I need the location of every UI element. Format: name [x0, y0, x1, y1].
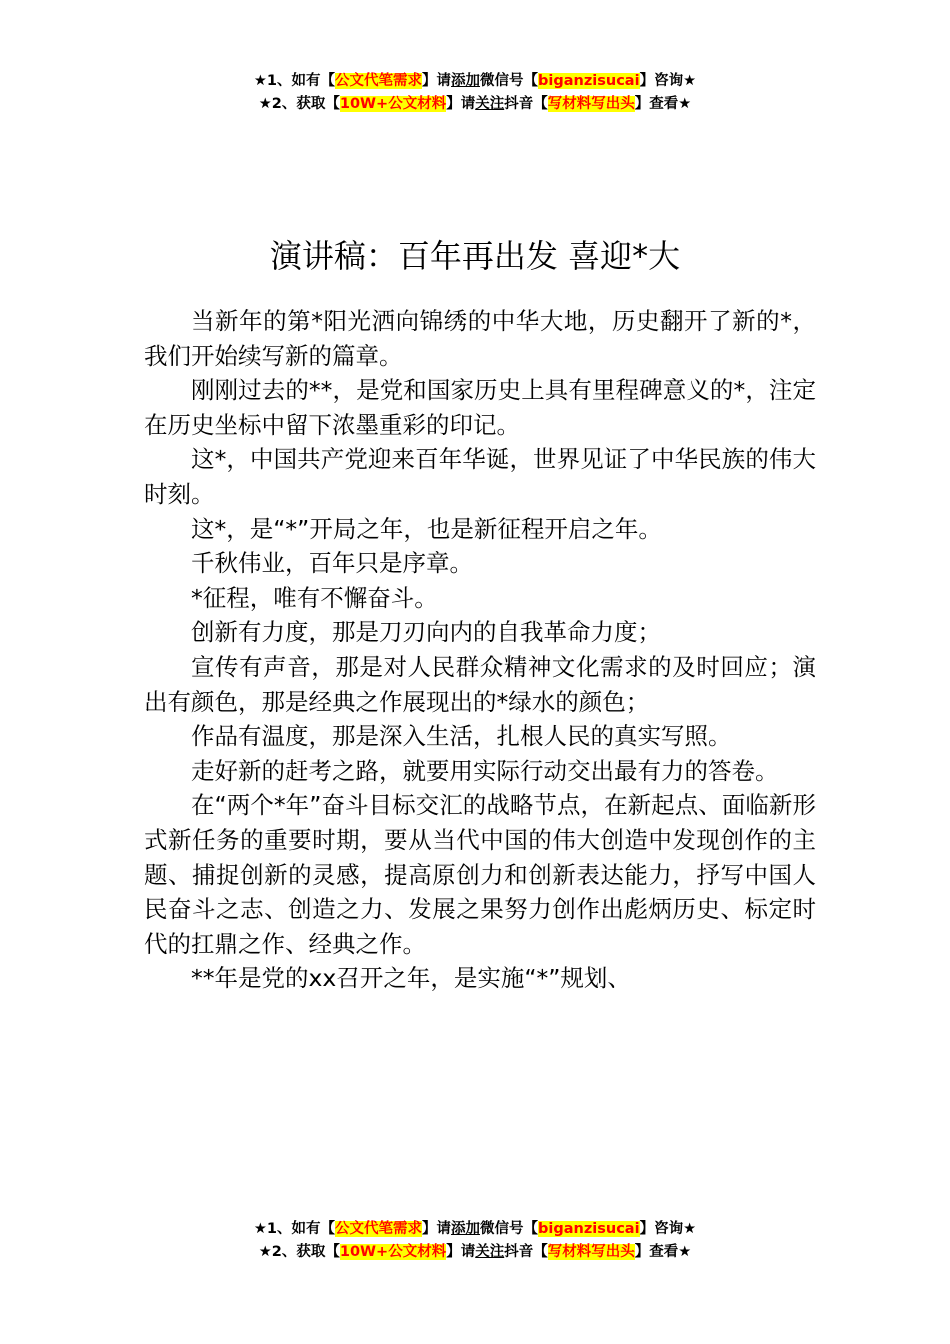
paragraph: **年是党的xx召开之年，是实施“*”规划、 — [191, 964, 631, 993]
paragraph: 走好新的赶考之路，就要用实际行动交出最有力的答卷。 — [191, 756, 779, 785]
banner-highlight: 写材料写出头 — [547, 1244, 635, 1260]
banner-highlight: biganzisucai — [538, 1221, 640, 1237]
banner-emphasis: 关注 — [475, 96, 505, 112]
banner-text: 】请 — [446, 96, 476, 112]
banner-text: 】请 — [422, 1221, 452, 1237]
banner-text: ★1、如有【 — [253, 73, 336, 89]
paragraph: 创新有力度，那是刀刃向内的自我革命力度； — [191, 618, 661, 647]
banner-text: 】咨询★ — [639, 73, 697, 89]
banner-text: ★1、如有【 — [253, 1221, 336, 1237]
banner-highlight: 10W+公文材料 — [339, 1244, 447, 1260]
document-body — [144, 304, 816, 996]
banner-text: 】查看★ — [634, 96, 692, 112]
banner-text: ★2、获取【 — [258, 96, 340, 112]
banner-text: 】请 — [422, 73, 452, 89]
banner-highlight: biganzisucai — [538, 73, 640, 89]
banner-highlight: 公文代笔需求 — [335, 73, 423, 89]
header-banner — [0, 70, 950, 116]
paragraph: 刚刚过去的**，是党和国家历史上具有里程碑意义的*，注定在历史坐标中留下浓墨重彩的印记。 — [144, 376, 816, 439]
banner-line-1 — [0, 1218, 950, 1241]
banner-line-2 — [0, 1241, 950, 1264]
banner-text: 微信号【 — [480, 1221, 539, 1237]
paragraph: *征程，唯有不懈奋斗。 — [191, 583, 438, 612]
banner-emphasis: 添加 — [451, 1221, 481, 1237]
banner-highlight: 公文代笔需求 — [335, 1221, 423, 1237]
banner-text: 】请 — [446, 1244, 476, 1260]
banner-emphasis: 关注 — [475, 1244, 505, 1260]
banner-text: 抖音【 — [504, 1244, 548, 1260]
banner-line-2 — [0, 93, 950, 116]
banner-highlight: 10W+公文材料 — [339, 96, 447, 112]
banner-text: 微信号【 — [480, 73, 539, 89]
paragraph: 宣传有声音，那是对人民群众精神文化需求的及时回应；演出有颜色，那是经典之作展现出的*绿水的颜色； — [144, 652, 816, 716]
banner-line-1 — [0, 70, 950, 93]
banner-text: ★2、获取【 — [258, 1244, 340, 1260]
banner-highlight: 写材料写出头 — [547, 96, 635, 112]
banner-text: 抖音【 — [504, 96, 548, 112]
paragraph: 当新年的第*阳光洒向锦绣的中华大地，历史翻开了新的*，我们开始续写新的篇章。 — [144, 307, 816, 370]
paragraph: 在“两个*年”奋斗目标交汇的战略节点，在新起点、面临新形式新任务的重要时期，要从当代中国的伟大创造中发现创作的主题、捕捉创新的灵感，提高原创力和创新表达能力，抒写中国人民奋斗之志、创造之力、发展之果努力创作出彪炳历史、标定时代的扛鼎之作、经典之作。 — [144, 791, 816, 958]
paragraph: 这*，是“*”开局之年，也是新征程开启之年。 — [191, 514, 662, 543]
footer-banner — [0, 1218, 950, 1264]
paragraph: 这*，中国共产党迎来百年华诞，世界见证了中华民族的伟大时刻。 — [144, 445, 816, 508]
banner-emphasis: 添加 — [451, 73, 481, 89]
banner-text: 】咨询★ — [639, 1221, 697, 1237]
paragraph: 作品有温度，那是深入生活，扎根人民的真实写照。 — [191, 722, 732, 751]
paragraph: 千秋伟业，百年只是序章。 — [191, 549, 473, 578]
banner-text: 】查看★ — [634, 1244, 692, 1260]
document-title: 演讲稿：百年再出发 喜迎*大 — [269, 237, 681, 276]
